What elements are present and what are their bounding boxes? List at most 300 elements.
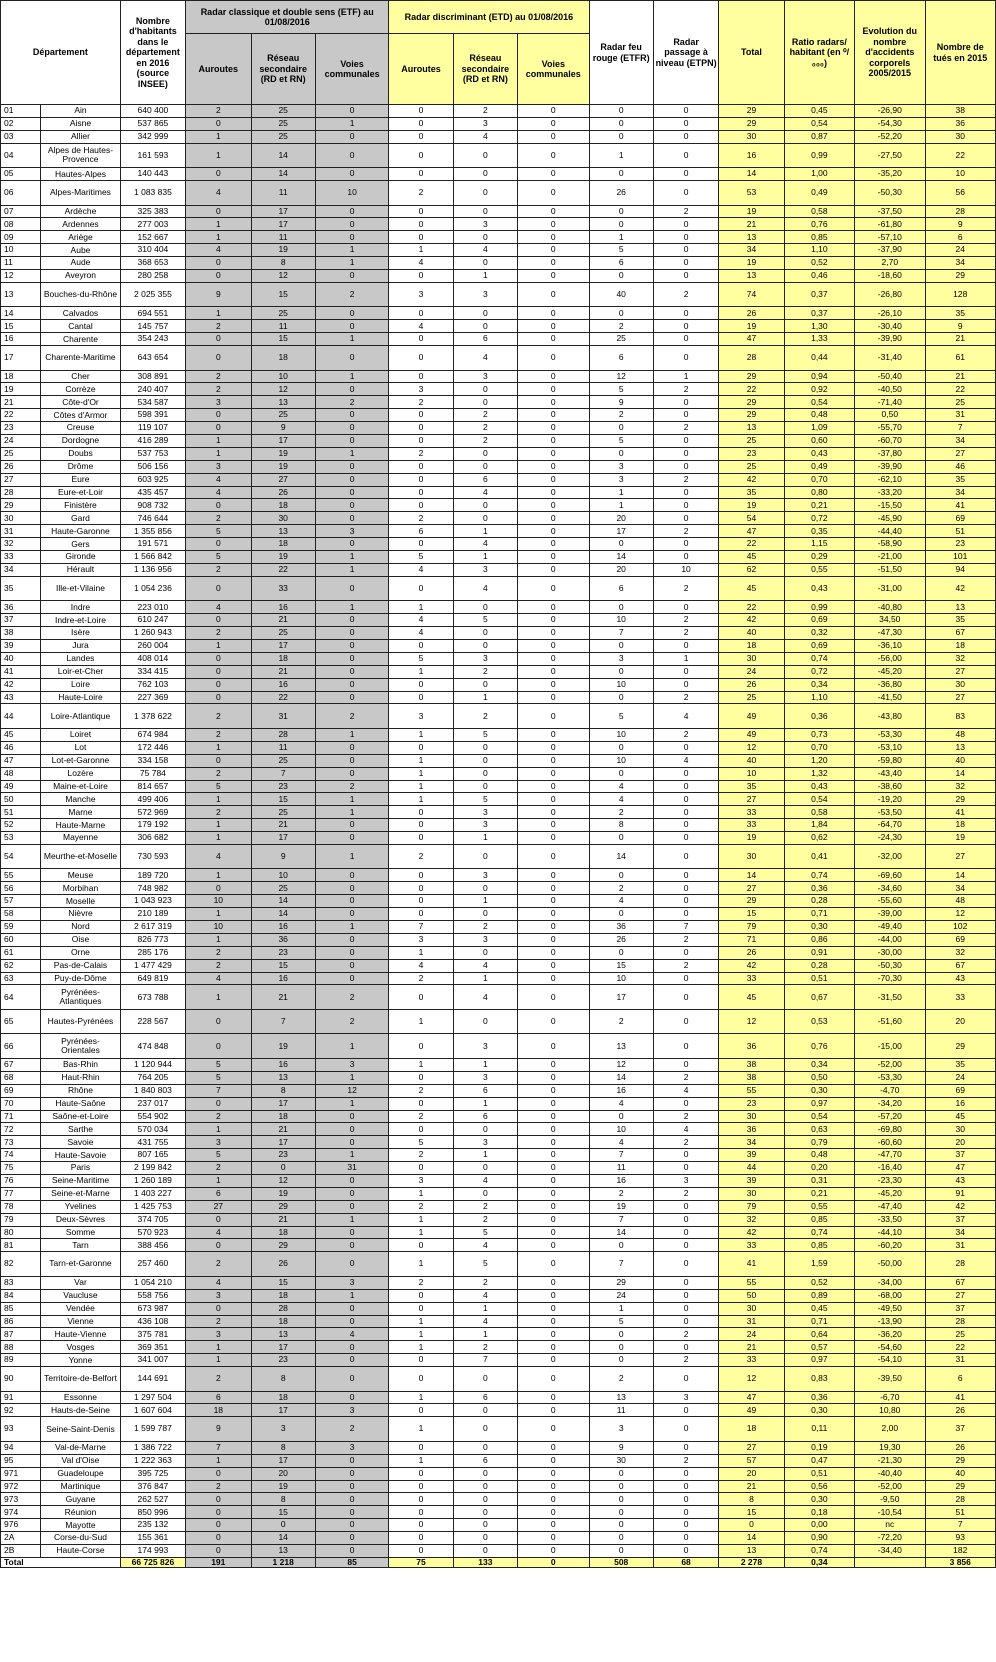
cell-etd-reseau: 0	[453, 767, 517, 780]
cell-name: Nièvre	[41, 908, 120, 921]
cell-etd-autoroutes: 0	[389, 538, 453, 551]
cell-etfr: 17	[589, 985, 653, 1010]
cell-name: Var	[41, 1276, 120, 1289]
cell-name: Seine-Saint-Denis	[41, 1417, 120, 1442]
cell-evolution: -62,10	[855, 473, 925, 486]
cell-etpn: 0	[653, 1367, 718, 1392]
cell-etd-voies: 0	[518, 640, 589, 653]
cell-etd-autoroutes: 0	[389, 806, 453, 819]
cell-etpn: 0	[653, 1226, 718, 1239]
cell-etd-autoroutes: 1	[389, 1009, 453, 1034]
cell-ratio: 1,30	[784, 320, 854, 333]
table-row	[1, 1404, 996, 1417]
table-row	[1, 231, 996, 244]
cell-etpn: 0	[653, 1097, 718, 1110]
table-row	[1, 1071, 996, 1084]
cell-etd-voies: 0	[518, 1110, 589, 1123]
cell-etfr: 0	[589, 767, 653, 780]
total-tues: 3 856	[925, 1557, 996, 1567]
cell-etfr: 0	[589, 117, 653, 130]
cell-etf-reseau: 16	[251, 921, 315, 934]
cell-code: 39	[1, 640, 41, 653]
cell-etf-voies: 0	[315, 1110, 388, 1123]
cell-tues: 28	[925, 1252, 996, 1277]
cell-etf-reseau: 11	[251, 181, 315, 206]
cell-total: 54	[719, 512, 784, 525]
cell-code: 2B	[1, 1544, 41, 1557]
cell-code: 70	[1, 1097, 41, 1110]
cell-evolution: -19,20	[855, 793, 925, 806]
cell-etf-reseau: 9	[251, 422, 315, 435]
cell-population: 341 007	[120, 1354, 185, 1367]
cell-etf-reseau: 8	[251, 1367, 315, 1392]
cell-name: Haute-Corse	[41, 1544, 120, 1557]
cell-etfr: 1	[589, 231, 653, 244]
cell-name: Puy-de-Dôme	[41, 972, 120, 985]
cell-etf-autoroutes: 6	[186, 1391, 251, 1404]
cell-tues: 9	[925, 320, 996, 333]
cell-etd-voies: 0	[518, 1391, 589, 1404]
cell-etfr: 4	[589, 780, 653, 793]
cell-evolution: -45,20	[855, 665, 925, 678]
cell-etf-reseau: 3	[251, 1417, 315, 1442]
cell-evolution: -15,00	[855, 1034, 925, 1059]
cell-population: 75 784	[120, 767, 185, 780]
cell-etf-reseau: 21	[251, 1213, 315, 1226]
cell-etf-voies: 1	[315, 1289, 388, 1302]
cell-tues: 30	[925, 130, 996, 143]
cell-tues: 19	[925, 832, 996, 845]
cell-etd-voies: 0	[518, 1226, 589, 1239]
cell-population: 534 587	[120, 396, 185, 409]
cell-etf-voies: 1	[315, 1034, 388, 1059]
cell-ratio: 0,71	[784, 908, 854, 921]
cell-etd-autoroutes: 3	[389, 383, 453, 396]
cell-etf-voies: 0	[315, 473, 388, 486]
cell-etf-reseau: 14	[251, 168, 315, 181]
cell-etfr: 2	[589, 1187, 653, 1200]
cell-total: 79	[719, 921, 784, 934]
cell-etf-voies: 3	[315, 1058, 388, 1071]
table-row	[1, 678, 996, 691]
cell-ratio: 0,11	[784, 1417, 854, 1442]
cell-tues: 27	[925, 1289, 996, 1302]
cell-etpn: 0	[653, 1341, 718, 1354]
cell-etfr: 0	[589, 218, 653, 231]
cell-etf-voies: 0	[315, 231, 388, 244]
cell-etd-voies: 0	[518, 1149, 589, 1162]
cell-etpn: 0	[653, 117, 718, 130]
cell-etf-voies: 0	[315, 205, 388, 218]
cell-etfr: 15	[589, 959, 653, 972]
cell-tues: 27	[925, 447, 996, 460]
cell-total: 33	[719, 1239, 784, 1252]
cell-total: 22	[719, 538, 784, 551]
cell-etf-reseau: 15	[251, 282, 315, 307]
cell-etd-reseau: 0	[453, 1480, 517, 1493]
cell-etd-reseau: 0	[453, 1467, 517, 1480]
cell-evolution: -36,10	[855, 640, 925, 653]
cell-etpn: 0	[653, 333, 718, 346]
cell-tues: 21	[925, 370, 996, 383]
cell-code: 24	[1, 435, 41, 448]
cell-tues: 14	[925, 869, 996, 882]
cell-evolution: -57,20	[855, 1110, 925, 1123]
cell-etf-reseau: 11	[251, 320, 315, 333]
cell-etf-reseau: 21	[251, 985, 315, 1010]
cell-tues: 56	[925, 181, 996, 206]
cell-tues: 47	[925, 1162, 996, 1175]
cell-etd-voies: 0	[518, 921, 589, 934]
cell-etd-voies: 0	[518, 972, 589, 985]
cell-total: 26	[719, 678, 784, 691]
cell-ratio: 0,90	[784, 1532, 854, 1545]
cell-code: 72	[1, 1123, 41, 1136]
cell-etfr: 10	[589, 614, 653, 627]
cell-etf-autoroutes: 2	[186, 563, 251, 576]
cell-tues: 30	[925, 678, 996, 691]
cell-code: 19	[1, 383, 41, 396]
table-row	[1, 1226, 996, 1239]
cell-evolution: -59,80	[855, 754, 925, 767]
cell-etd-voies: 0	[518, 257, 589, 270]
cell-evolution: -45,90	[855, 512, 925, 525]
cell-etf-reseau: 8	[251, 1493, 315, 1506]
cell-etd-voies: 0	[518, 409, 589, 422]
cell-etf-voies: 0	[315, 640, 388, 653]
cell-name: Vosges	[41, 1341, 120, 1354]
cell-total: 25	[719, 435, 784, 448]
cell-etpn: 0	[653, 1200, 718, 1213]
cell-etf-autoroutes: 1	[186, 435, 251, 448]
header-departement: Département	[1, 1, 121, 105]
cell-name: Tarn	[41, 1239, 120, 1252]
cell-code: 78	[1, 1200, 41, 1213]
cell-etfr: 10	[589, 728, 653, 741]
cell-name: Martinique	[41, 1480, 120, 1493]
cell-etd-reseau: 0	[453, 383, 517, 396]
cell-etfr: 12	[589, 1058, 653, 1071]
cell-etf-voies: 0	[315, 383, 388, 396]
cell-name: Aveyron	[41, 270, 120, 283]
cell-etpn: 0	[653, 409, 718, 422]
cell-etf-reseau: 21	[251, 614, 315, 627]
cell-etf-voies: 3	[315, 525, 388, 538]
cell-etd-reseau: 0	[453, 1519, 517, 1532]
cell-evolution: -53,10	[855, 741, 925, 754]
cell-etd-autoroutes: 3	[389, 933, 453, 946]
cell-etd-reseau: 1	[453, 1097, 517, 1110]
cell-etd-reseau: 0	[453, 1009, 517, 1034]
cell-tues: 22	[925, 1341, 996, 1354]
cell-etpn: 0	[653, 665, 718, 678]
cell-tues: 28	[925, 205, 996, 218]
cell-etfr: 11	[589, 1404, 653, 1417]
cell-code: 971	[1, 1467, 41, 1480]
cell-etpn: 2	[653, 473, 718, 486]
cell-etd-reseau: 1	[453, 895, 517, 908]
cell-ratio: 0,44	[784, 346, 854, 371]
cell-etpn: 0	[653, 168, 718, 181]
cell-population: 310 404	[120, 244, 185, 257]
cell-etf-voies: 1	[315, 1097, 388, 1110]
cell-etd-autoroutes: 2	[389, 447, 453, 460]
cell-etf-autoroutes: 0	[186, 409, 251, 422]
cell-name: Allier	[41, 130, 120, 143]
cell-etd-reseau: 0	[453, 1441, 517, 1454]
cell-population: 228 567	[120, 1009, 185, 1034]
table-row	[1, 614, 996, 627]
cell-etd-autoroutes: 2	[389, 1276, 453, 1289]
cell-etf-reseau: 28	[251, 728, 315, 741]
cell-total: 38	[719, 1058, 784, 1071]
cell-etf-autoroutes: 1	[186, 130, 251, 143]
cell-etfr: 14	[589, 1071, 653, 1084]
table-row	[1, 282, 996, 307]
cell-etpn: 0	[653, 1315, 718, 1328]
cell-tues: 67	[925, 959, 996, 972]
cell-name: Ille-et-Vilaine	[41, 576, 120, 601]
cell-evolution: nc	[855, 1519, 925, 1532]
cell-etd-autoroutes: 1	[389, 1058, 453, 1071]
cell-etd-autoroutes: 1	[389, 946, 453, 959]
cell-etd-autoroutes: 1	[389, 1187, 453, 1200]
cell-population: 850 996	[120, 1506, 185, 1519]
cell-code: 90	[1, 1367, 41, 1392]
cell-etf-autoroutes: 0	[186, 1009, 251, 1034]
cell-evolution: -18,60	[855, 270, 925, 283]
cell-etfr: 0	[589, 1341, 653, 1354]
cell-etf-autoroutes: 0	[186, 422, 251, 435]
cell-code: 79	[1, 1213, 41, 1226]
cell-evolution: -35,20	[855, 168, 925, 181]
cell-etf-reseau: 36	[251, 933, 315, 946]
cell-total: 32	[719, 1213, 784, 1226]
cell-etd-autoroutes: 0	[389, 499, 453, 512]
cell-etpn: 0	[653, 601, 718, 614]
cell-code: 01	[1, 105, 41, 118]
table-row	[1, 1136, 996, 1149]
cell-etd-voies: 0	[518, 1417, 589, 1442]
cell-etd-voies: 0	[518, 1071, 589, 1084]
cell-etf-voies: 1	[315, 1071, 388, 1084]
cell-etf-reseau: 18	[251, 1391, 315, 1404]
cell-etd-reseau: 0	[453, 1123, 517, 1136]
cell-etf-reseau: 25	[251, 627, 315, 640]
cell-etd-reseau: 3	[453, 806, 517, 819]
cell-name: Seine-Maritime	[41, 1175, 120, 1188]
cell-code: 67	[1, 1058, 41, 1071]
cell-ratio: 0,36	[784, 1391, 854, 1404]
cell-etd-voies: 0	[518, 1544, 589, 1557]
cell-total: 33	[719, 806, 784, 819]
cell-etf-autoroutes: 1	[186, 1354, 251, 1367]
cell-tues: 51	[925, 525, 996, 538]
header-ratio: Ratio radars/ habitant (en ⁰/₀₀₀)	[784, 1, 854, 105]
cell-etd-voies: 0	[518, 181, 589, 206]
cell-tues: 128	[925, 282, 996, 307]
cell-name: Eure-et-Loir	[41, 486, 120, 499]
cell-total: 47	[719, 333, 784, 346]
table-row	[1, 1328, 996, 1341]
cell-etf-autoroutes: 5	[186, 1071, 251, 1084]
cell-etf-reseau: 25	[251, 105, 315, 118]
cell-etf-voies: 3	[315, 1404, 388, 1417]
cell-etf-voies: 0	[315, 435, 388, 448]
cell-name: Pas-de-Calais	[41, 959, 120, 972]
table-row	[1, 576, 996, 601]
cell-etpn: 0	[653, 396, 718, 409]
cell-etfr: 1	[589, 486, 653, 499]
cell-etf-reseau: 22	[251, 563, 315, 576]
cell-etf-voies: 0	[315, 665, 388, 678]
cell-code: 41	[1, 665, 41, 678]
cell-name: Gard	[41, 512, 120, 525]
cell-population: 570 923	[120, 1226, 185, 1239]
cell-code: 62	[1, 959, 41, 972]
cell-etf-autoroutes: 0	[186, 1034, 251, 1059]
cell-etd-reseau: 2	[453, 422, 517, 435]
cell-etd-autoroutes: 0	[389, 117, 453, 130]
cell-evolution: -71,40	[855, 396, 925, 409]
cell-etd-voies: 0	[518, 869, 589, 882]
cell-total: 29	[719, 396, 784, 409]
cell-ratio: 0,69	[784, 614, 854, 627]
cell-etfr: 14	[589, 844, 653, 869]
cell-name: Alpes de Hautes-Provence	[41, 143, 120, 168]
cell-tues: 26	[925, 1404, 996, 1417]
cell-tues: 18	[925, 819, 996, 832]
cell-etd-reseau: 0	[453, 754, 517, 767]
cell-ratio: 0,64	[784, 1328, 854, 1341]
cell-total: 34	[719, 244, 784, 257]
cell-code: 63	[1, 972, 41, 985]
cell-etfr: 12	[589, 370, 653, 383]
cell-etfr: 0	[589, 869, 653, 882]
cell-etfr: 6	[589, 346, 653, 371]
table-row	[1, 460, 996, 473]
table-row	[1, 1354, 996, 1367]
cell-evolution: -31,00	[855, 576, 925, 601]
cell-tues: 93	[925, 1532, 996, 1545]
cell-total: 22	[719, 601, 784, 614]
cell-tues: 34	[925, 1226, 996, 1239]
cell-etf-reseau: 16	[251, 1058, 315, 1071]
cell-etd-voies: 0	[518, 1276, 589, 1289]
cell-evolution: -44,00	[855, 933, 925, 946]
cell-population: 431 755	[120, 1136, 185, 1149]
cell-etfr: 10	[589, 754, 653, 767]
cell-etf-voies: 1	[315, 447, 388, 460]
cell-evolution: -21,00	[855, 551, 925, 564]
cell-tues: 67	[925, 1276, 996, 1289]
cell-etf-autoroutes: 9	[186, 282, 251, 307]
cell-etpn: 0	[653, 640, 718, 653]
cell-etf-voies: 0	[315, 1519, 388, 1532]
cell-etfr: 0	[589, 601, 653, 614]
cell-etf-reseau: 23	[251, 1354, 315, 1367]
cell-total: 42	[719, 614, 784, 627]
cell-population: 342 999	[120, 130, 185, 143]
cell-name: Côtes d'Armor	[41, 409, 120, 422]
cell-evolution: -50,00	[855, 1252, 925, 1277]
cell-population: 334 415	[120, 665, 185, 678]
cell-etd-reseau: 3	[453, 819, 517, 832]
table-row	[1, 370, 996, 383]
cell-etf-autoroutes: 3	[186, 1328, 251, 1341]
cell-code: 06	[1, 181, 41, 206]
cell-etf-autoroutes: 2	[186, 946, 251, 959]
cell-etd-autoroutes: 0	[389, 130, 453, 143]
cell-tues: 34	[925, 435, 996, 448]
cell-etd-voies: 0	[518, 1454, 589, 1467]
cell-total: 47	[719, 525, 784, 538]
cell-etd-reseau: 2	[453, 105, 517, 118]
cell-etf-reseau: 16	[251, 678, 315, 691]
cell-etf-autoroutes: 0	[186, 691, 251, 704]
cell-ratio: 0,32	[784, 627, 854, 640]
cell-code: 91	[1, 1391, 41, 1404]
cell-name: Aude	[41, 257, 120, 270]
cell-population: 285 176	[120, 946, 185, 959]
cell-etd-autoroutes: 0	[389, 678, 453, 691]
cell-ratio: 0,85	[784, 1239, 854, 1252]
header-tues: Nombre de tués en 2015	[925, 1, 996, 105]
cell-etd-voies: 0	[518, 1175, 589, 1188]
cell-etpn: 0	[653, 1162, 718, 1175]
cell-etd-autoroutes: 0	[389, 1354, 453, 1367]
cell-total: 13	[719, 231, 784, 244]
cell-total: 35	[719, 780, 784, 793]
cell-tues: 51	[925, 1506, 996, 1519]
cell-population: 814 657	[120, 780, 185, 793]
cell-evolution: -15,50	[855, 499, 925, 512]
cell-etd-reseau: 1	[453, 1058, 517, 1071]
cell-etd-autoroutes: 0	[389, 832, 453, 845]
cell-evolution: -26,80	[855, 282, 925, 307]
header-population: Nombre d'habitants dans le département en 2016 (source INSEE)	[120, 1, 185, 105]
cell-etf-reseau: 25	[251, 882, 315, 895]
cell-etpn: 0	[653, 270, 718, 283]
cell-ratio: 0,43	[784, 447, 854, 460]
cell-code: 17	[1, 346, 41, 371]
cell-total: 29	[719, 105, 784, 118]
cell-etd-reseau: 0	[453, 499, 517, 512]
cell-etd-voies: 0	[518, 370, 589, 383]
cell-evolution: -23,30	[855, 1175, 925, 1188]
cell-etd-autoroutes: 3	[389, 704, 453, 729]
cell-etd-reseau: 3	[453, 117, 517, 130]
cell-etpn: 0	[653, 832, 718, 845]
cell-etf-voies: 0	[315, 652, 388, 665]
cell-code: 54	[1, 844, 41, 869]
table-row	[1, 346, 996, 371]
cell-etf-reseau: 17	[251, 1454, 315, 1467]
cell-etf-voies: 1	[315, 1149, 388, 1162]
cell-etf-autoroutes: 1	[186, 933, 251, 946]
cell-tues: 20	[925, 1136, 996, 1149]
cell-etf-voies: 0	[315, 218, 388, 231]
cell-population: 374 705	[120, 1213, 185, 1226]
cell-etpn: 3	[653, 1391, 718, 1404]
cell-etf-voies: 0	[315, 1354, 388, 1367]
cell-ratio: 0,89	[784, 1289, 854, 1302]
cell-etpn: 0	[653, 130, 718, 143]
cell-name: Hauts-de-Seine	[41, 1404, 120, 1417]
cell-etfr: 40	[589, 282, 653, 307]
cell-etfr: 10	[589, 1123, 653, 1136]
cell-etd-voies: 0	[518, 754, 589, 767]
